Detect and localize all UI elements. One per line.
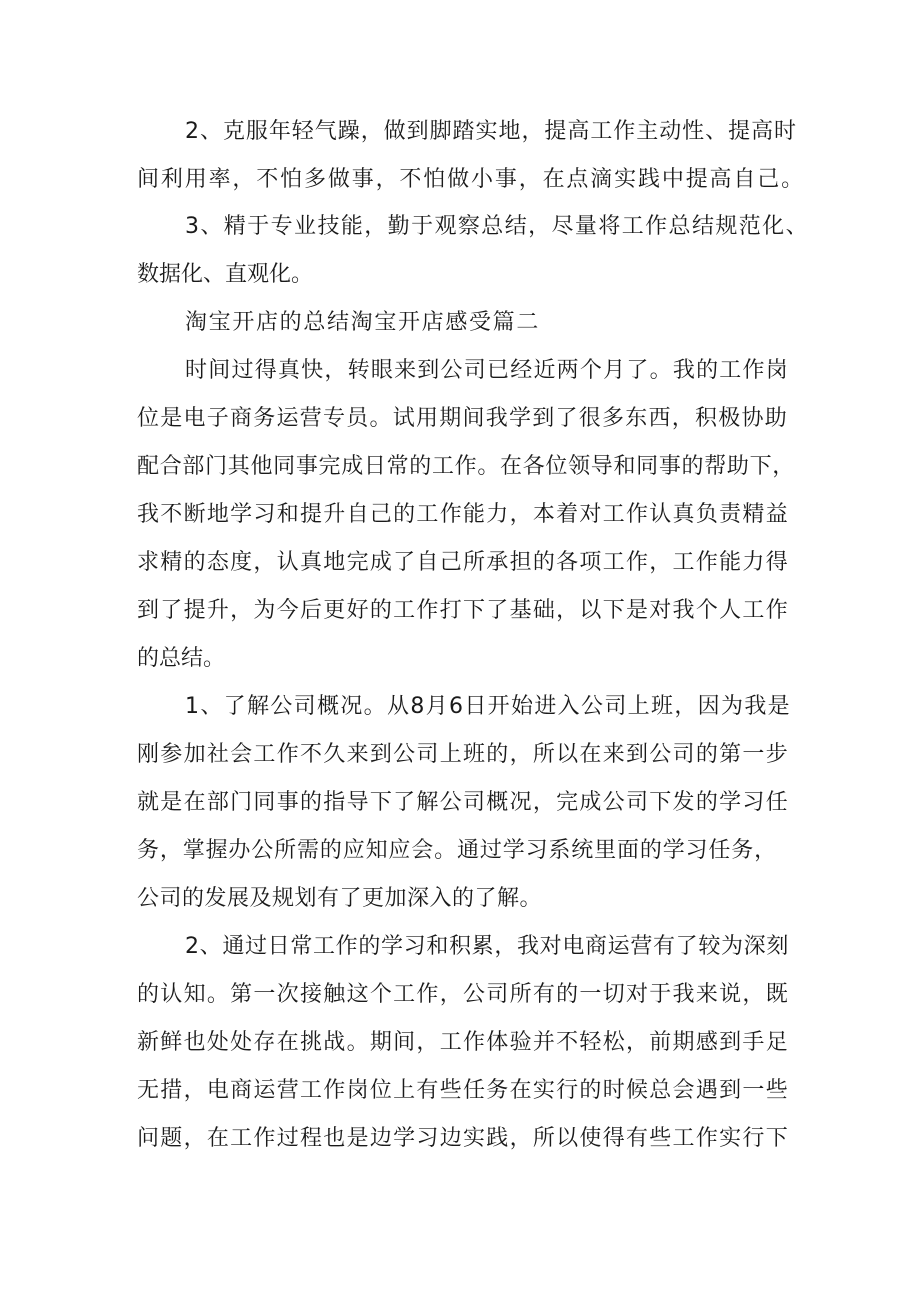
text-line: [0, 543, 920, 583]
text-line: [0, 687, 920, 727]
text-line: [0, 495, 920, 535]
text-line: [0, 112, 920, 152]
line-text: 1、了解公司概况。从8月6日开始进入公司上班，因为我是: [185, 694, 791, 719]
line-text: 问题，在工作过程也是边学习边实践，所以使得有些工作实行下: [137, 1126, 789, 1151]
line-text: 务，掌握办公所需的应知应会。通过学习系统里面的学习任务，: [137, 838, 777, 863]
heading-text: 淘宝开店的总结淘宝开店感受篇二: [185, 310, 540, 335]
line-text: 间利用率，不怕多做事，不怕做小事，在点滴实践中提高自己。: [137, 167, 805, 192]
line-text: 3、精于专业技能，勤于观察总结，尽量将工作总结规范化、: [185, 214, 809, 239]
text-line: [0, 783, 920, 823]
text-line: [0, 399, 920, 439]
text-line: [0, 927, 920, 967]
line-text: 配合部门其他同事完成日常的工作。在各位领导和同事的帮助下，: [137, 454, 795, 479]
text-line: [0, 160, 920, 200]
line-text: 2、通过日常工作的学习和积累，我对电商运营有了较为深刻: [185, 934, 789, 959]
line-text: 的认知。第一次接触这个工作，公司所有的一切对于我来说，既: [137, 982, 789, 1007]
text-line: [0, 591, 920, 631]
line-text: 到了提升，为今后更好的工作打下了基础，以下是对我个人工作: [137, 598, 789, 623]
line-text: 就是在部门同事的指导下了解公司概况，完成公司下发的学习任: [137, 790, 789, 815]
text-line: [0, 735, 920, 775]
text-line: [0, 639, 920, 679]
line-text: 新鲜也处处存在挑战。期间，工作体验并不轻松，前期感到手足: [137, 1030, 789, 1055]
line-text: 的总结。: [137, 646, 226, 671]
line-text: 数据化、直观化。: [137, 262, 314, 287]
text-line: [0, 831, 920, 871]
line-text: 求精的态度，认真地完成了自己所承担的各项工作，工作能力得: [137, 550, 789, 575]
line-text: 无措，电商运营工作岗位上有些任务在实行的时候总会遇到一些: [137, 1078, 789, 1103]
line-text: 刚参加社会工作不久来到公司上班的，所以在来到公司的第一步: [137, 742, 789, 767]
line-text: 我不断地学习和提升自己的工作能力，本着对工作认真负责精益: [137, 502, 789, 527]
text-line: [0, 207, 920, 247]
section-heading: [0, 303, 920, 343]
line-text: 公司的发展及规划有了更加深入的了解。: [137, 886, 542, 911]
text-line: [0, 351, 920, 391]
line-text: 2、克服年轻气躁，做到脚踏实地，提高工作主动性、提高时: [185, 119, 797, 144]
text-line: [0, 255, 920, 295]
text-line: [0, 1119, 920, 1159]
text-line: [0, 1071, 920, 1111]
line-text: 时间过得真快，转眼来到公司已经近两个月了。我的工作岗: [185, 358, 789, 383]
text-line: [0, 975, 920, 1015]
text-line: [0, 447, 920, 487]
text-line: [0, 1023, 920, 1063]
line-text: 位是电子商务运营专员。试用期间我学到了很多东西，积极协助: [137, 406, 788, 431]
text-line: [0, 879, 920, 919]
